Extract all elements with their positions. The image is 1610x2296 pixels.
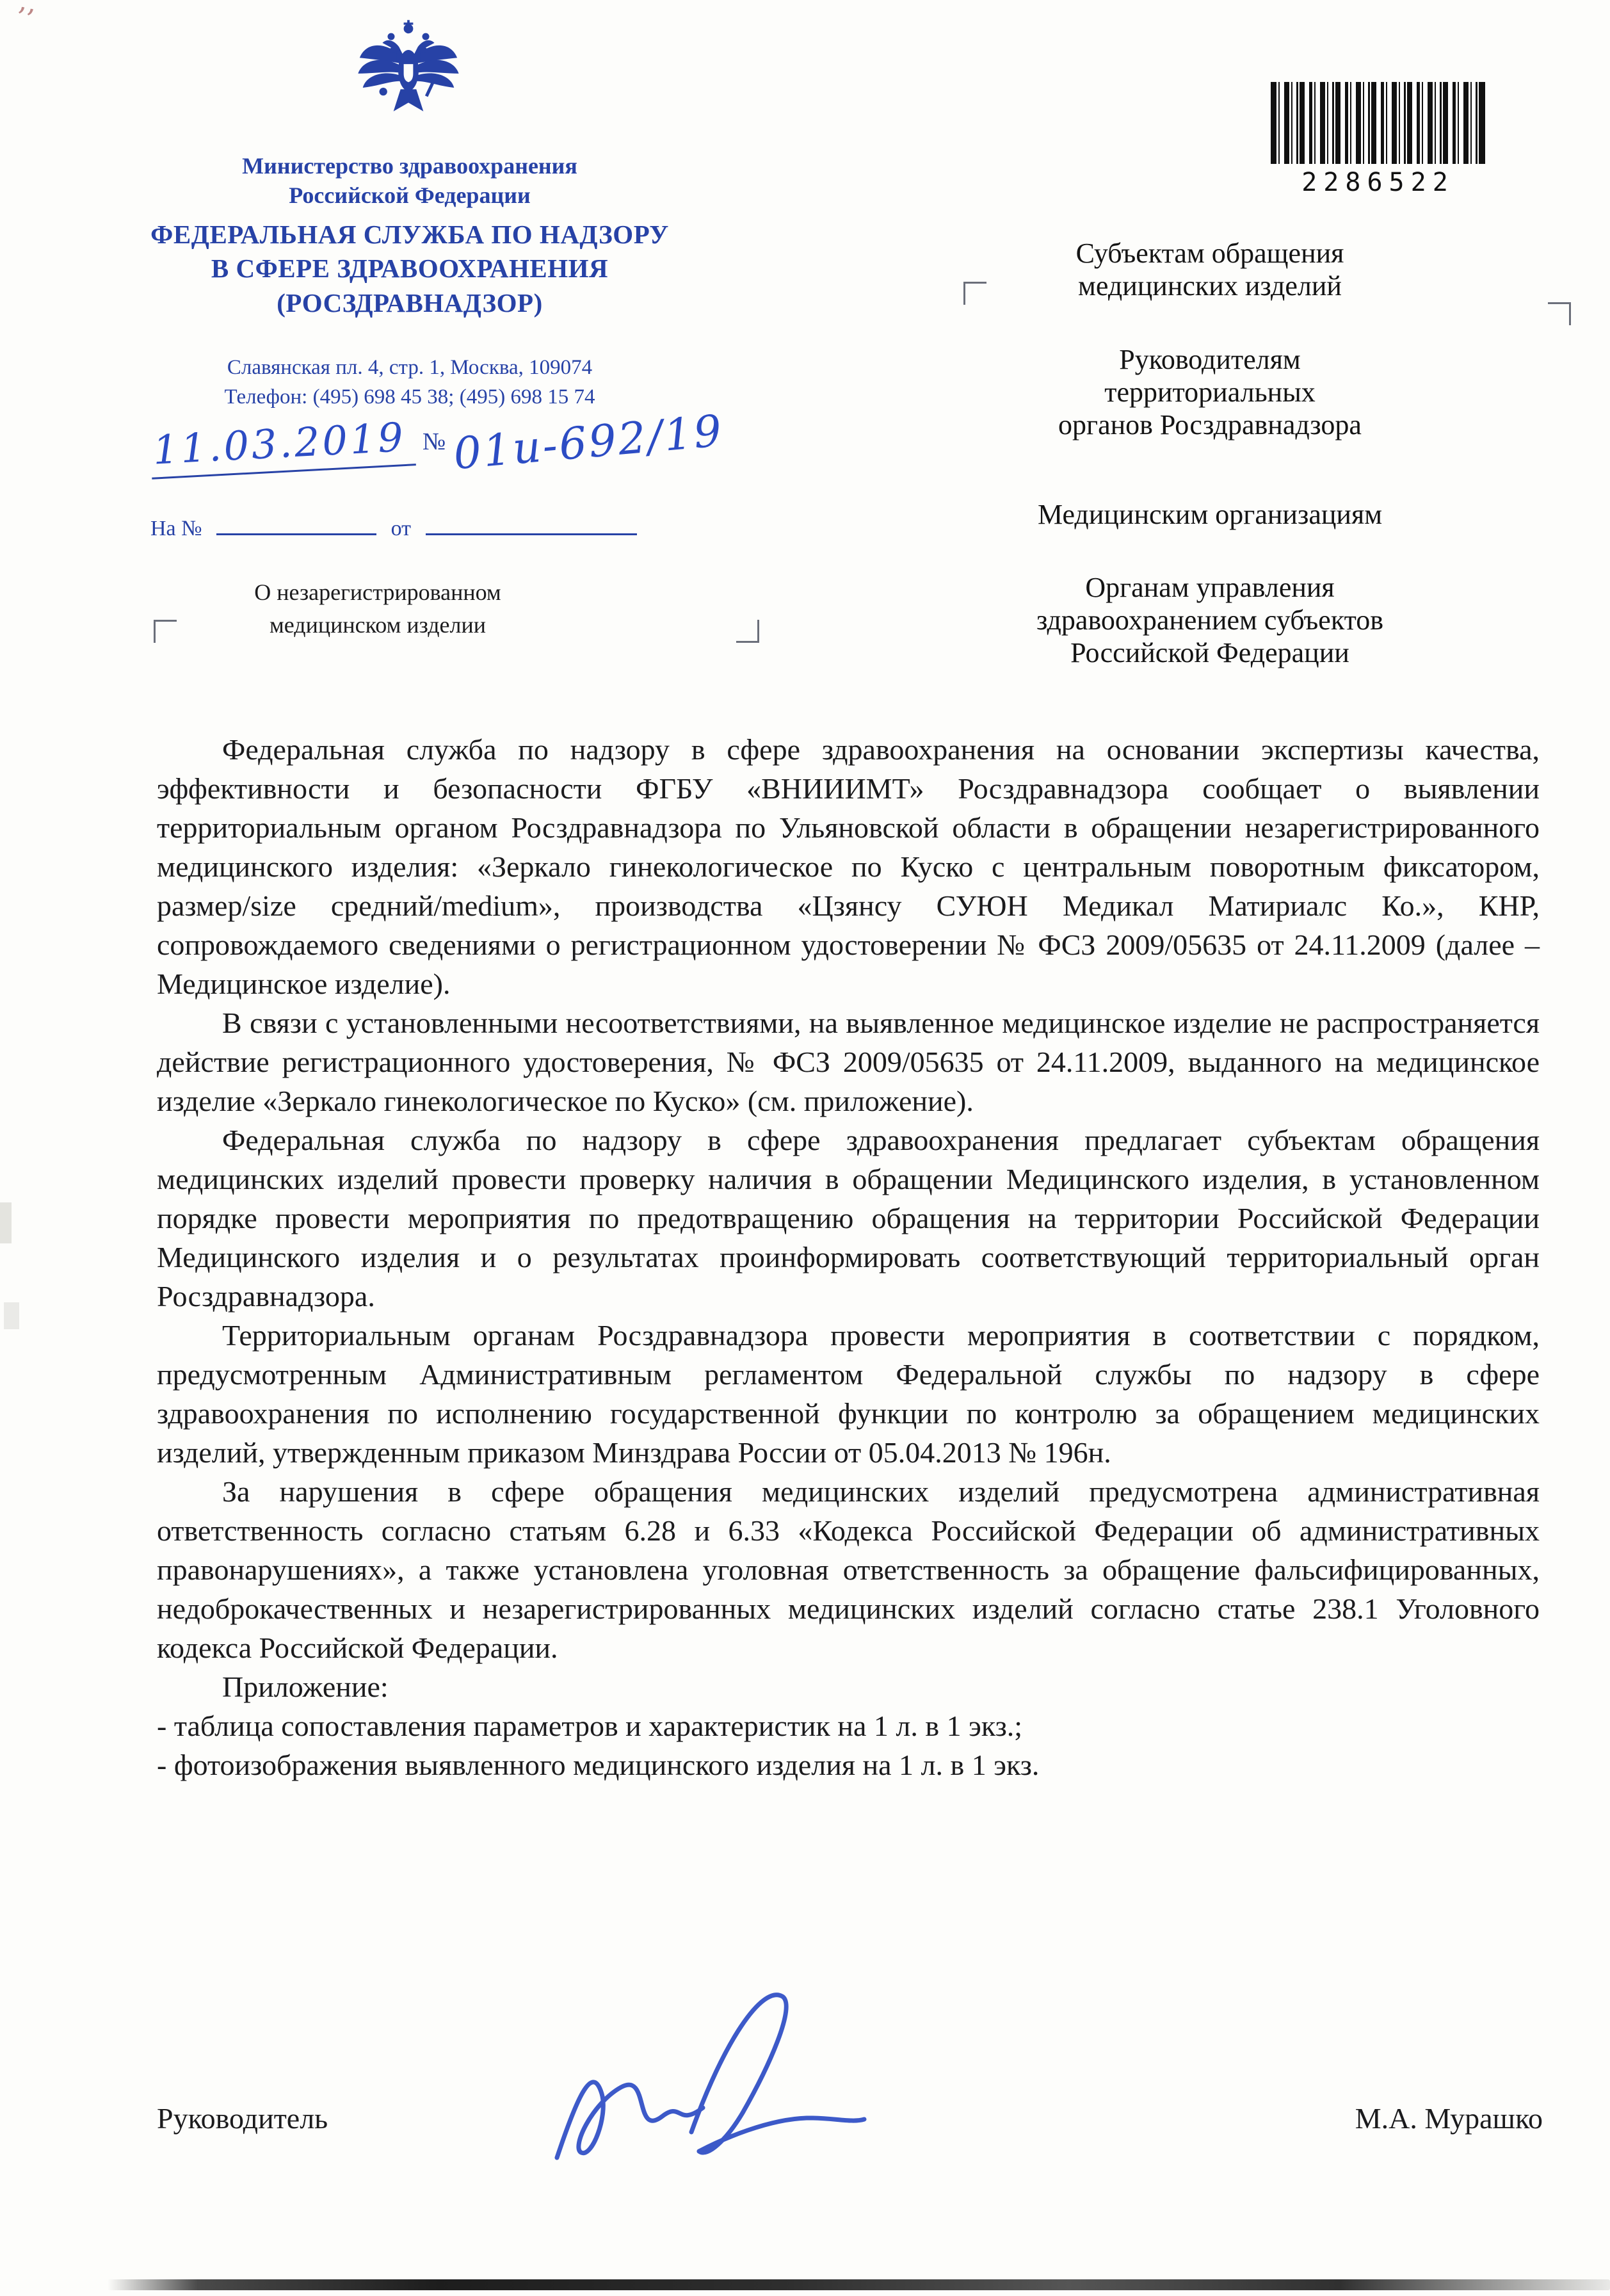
subject-line: О незарегистрированном xyxy=(254,579,501,605)
subject-line: медицинском изделии xyxy=(269,612,487,638)
addressee-line: органов Росздравнадзора xyxy=(1058,409,1362,441)
handwritten-date: 11.03.2019 xyxy=(149,413,416,480)
addressee-block xyxy=(928,498,1492,531)
signer-name: М.А. Мурашко xyxy=(1355,2102,1543,2135)
reference-line xyxy=(150,512,778,541)
addressee-line: медицинских изделий xyxy=(1078,270,1342,302)
signer-title: Руководитель xyxy=(157,2102,328,2135)
addressee-block xyxy=(928,571,1492,669)
attachment-item: - таблица сопоставления параметров и характеристик на 1 л. в 1 экз.; xyxy=(157,1710,1023,1742)
addressee-block xyxy=(928,343,1492,441)
body-paragraph: Территориальным органам Росздравнадзора провести мероприятия в соответствии с порядком, предусмотренным Административным регламентом Федеральной службы по надзору в сфере здравоохранения по исполнению государственной функции по контролю за обращением медицинских изделий, утвержденным приказом Минздрава России от 05.04.2013 № 196н. xyxy=(157,1319,1540,1469)
reference-date-blank xyxy=(426,512,637,535)
body-paragraph: За нарушения в сфере обращения медицинских изделий предусмотрена административная ответственность согласно статьям 6.28 и 6.33 «Кодекса Российской Федерации об административных правонарушениях», а также установлена уголовная ответственность за обращение фальсифицированных, недоброкачественных и незарегистрированных медицинских изделий согласно статье 238.1 Уголовного кодекса Российской Федерации. xyxy=(157,1475,1540,1664)
barcode-bars-icon xyxy=(1271,82,1485,164)
reference-ot-label: от xyxy=(390,517,412,540)
addressee-line: Российской Федерации xyxy=(1070,637,1349,669)
body-paragraph: Федеральная служба по надзору в сфере здравоохранения на основании экспертизы качества, эффективности и безопасности ФГБУ «ВНИИИМТ» Росздравнадзора сообщает о выявлении территориальным органом Росздравнадзора по Ульяновской области в обращении незарегистрированного медицинского изделия: «Зеркало гинекологическое по Куско с центральным поворотным фиксатором, размер/size средний/medium», производства «Цзянсу СУЮН Медикал Матириалс Ко.», КНР, сопровождаемого сведениями о регистрационном удостоверении № ФСЗ 2009/05635 от 24.11.2009 (далее – Медицинское изделие). xyxy=(157,733,1540,1000)
addressee-corner-mark-right xyxy=(1548,302,1571,325)
scan-artifact-smudge xyxy=(0,1202,12,1243)
attachments-label: Приложение: xyxy=(222,1670,389,1703)
reference-number-blank xyxy=(216,512,376,535)
barcode xyxy=(1271,82,1485,197)
body-paragraph: Федеральная служба по надзору в сфере здравоохранения предлагает субъектам обращения медицинских изделий провести проверку наличия в обращении Медицинского изделия, в установленном порядке провести мероприятия по предотвращению обращения на территории Российской Федерации Медицинского изделия и о результатах проинформировать соответствующий территориальный орган Росздравнадзора. xyxy=(157,1124,1540,1313)
addressee-line: здравоохранением субъектов xyxy=(1036,604,1384,636)
service-line: (РОСЗДРАВНАДЗОР) xyxy=(277,287,543,318)
service-line: ФЕДЕРАЛЬНАЯ СЛУЖБА ПО НАДЗОРУ xyxy=(150,220,669,249)
coat-of-arms-icon xyxy=(353,17,463,138)
letter-subject xyxy=(179,576,576,642)
ministry-line: Министерство здравоохранения xyxy=(242,153,577,179)
scan-artifact-mark: ’’ xyxy=(12,1,36,37)
addressee-line: Медицинским организациям xyxy=(1037,499,1383,530)
addressee-line: Руководителям xyxy=(1119,344,1301,375)
addressee-line: территориальных xyxy=(1104,376,1316,408)
scan-artifact-smudge xyxy=(4,1302,19,1329)
ministry-line: Российской Федерации xyxy=(289,182,531,209)
service-name xyxy=(115,218,704,320)
addressee-block xyxy=(928,237,1492,302)
reference-na-label: На № xyxy=(150,517,202,540)
letter-body xyxy=(157,730,1540,1784)
ministry-name xyxy=(134,151,685,210)
outgoing-number-line xyxy=(150,405,778,501)
barcode-number: 2286522 xyxy=(1301,168,1454,197)
subject-corner-mark-left xyxy=(154,620,177,643)
attachment-item: - фотоизображения выявленного медицинского изделия на 1 л. в 1 экз. xyxy=(157,1749,1040,1781)
subject-corner-mark-right xyxy=(736,620,759,643)
addressee-line: Органам управления xyxy=(1085,572,1335,603)
addressee-line: Субъектам обращения xyxy=(1075,238,1344,269)
scan-artifact-bottom-edge xyxy=(108,2279,1610,2290)
postal-address: Славянская пл. 4, стр. 1, Москва, 109074 xyxy=(227,356,593,379)
handwritten-outgoing-number: 01и-692/19 xyxy=(451,405,726,480)
body-paragraph: В связи с установленными несоответствиями, на выявленное медицинское изделие не распространяется действие регистрационного удостоверения, № ФСЗ 2009/05635 от 24.11.2009, выданного на медицинское изделие «Зеркало гинекологическое по Куско» (см. приложение). xyxy=(157,1007,1540,1117)
service-line: В СФЕРЕ ЗДРАВООХРАНЕНИЯ xyxy=(211,254,609,284)
number-sign: № xyxy=(423,428,446,455)
phone-line: Телефон: (495) 698 45 38; (495) 698 15 74 xyxy=(224,385,595,408)
handwritten-signature xyxy=(531,1966,890,2187)
